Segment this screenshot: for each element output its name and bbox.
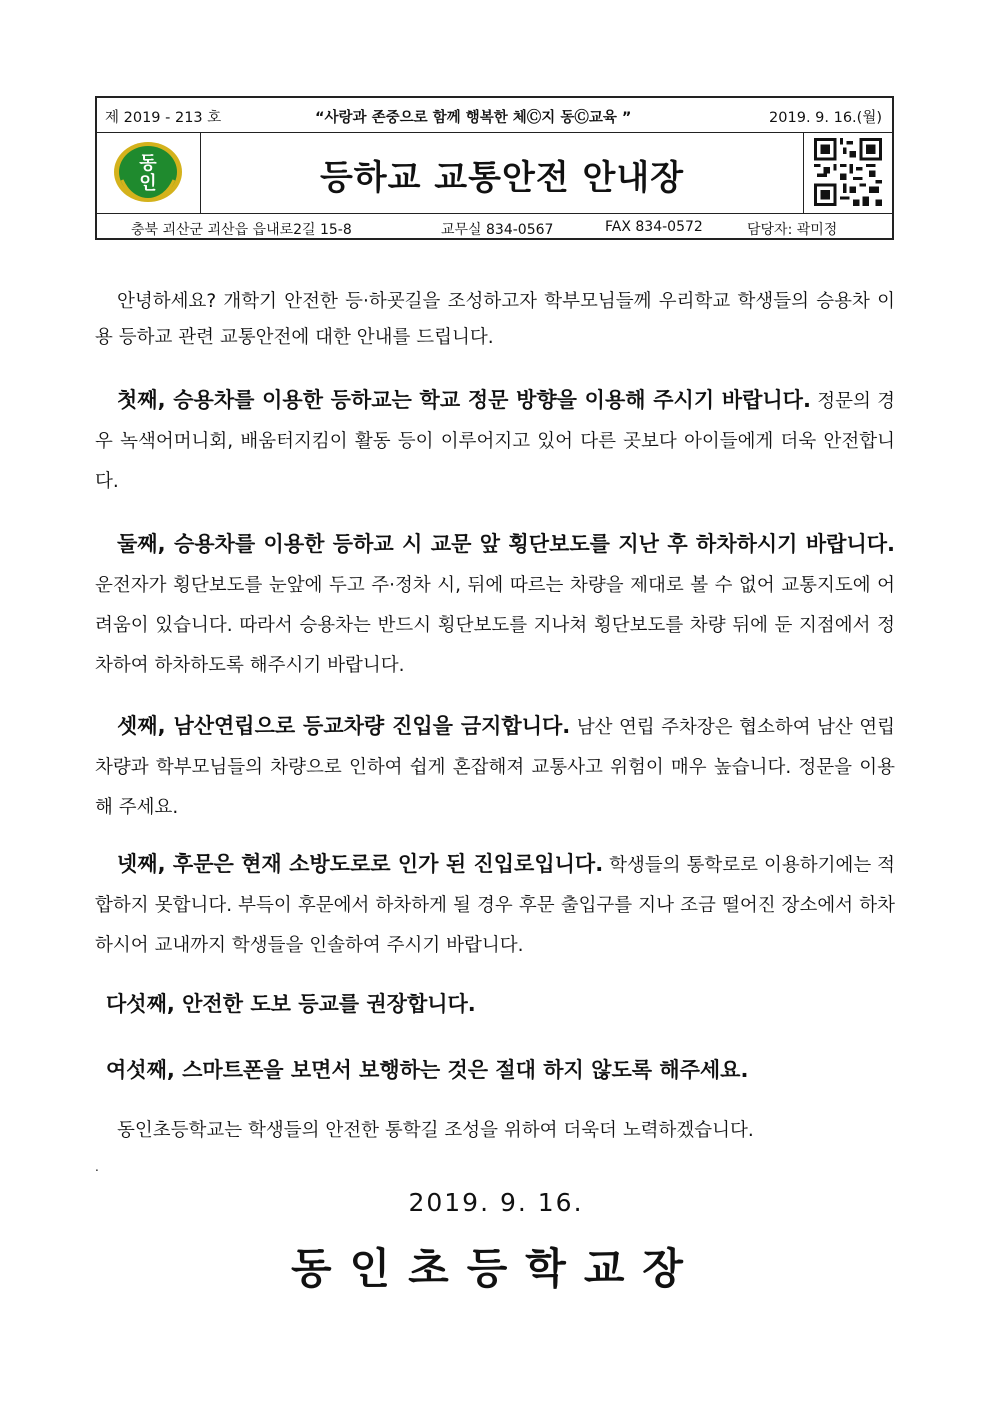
document-date: 2019. 9. 16.(월) — [769, 110, 882, 126]
logo-text-top: 동 — [139, 153, 157, 174]
principal-signature: 동인초등학교장 — [290, 1244, 701, 1293]
closing-sentence: 동인초등학교는 학생들의 안전한 통학길 조성을 위하여 더욱더 노력하겠습니다. — [117, 1120, 754, 1141]
item-3-paragraph — [95, 706, 895, 828]
document-title: 등하교 교통안전 안내장 — [319, 158, 685, 198]
item-1-heading: 첫째, 승용차를 이용한 등하교는 학교 정문 방향을 이용해 주시기 바랍니다. — [117, 388, 811, 412]
school-logo-icon — [110, 140, 186, 204]
intro-paragraph: 안녕하세요? 개학기 안전한 등·하굣길을 조성하고자 학부모님들께 우리학교 학생들의 승용차 이용 등하교 관련 교통안전에 대한 안내를 드립니다. — [95, 291, 895, 348]
item-2-text: 운전자가 횡단보도를 눈앞에 두고 주·정차 시, 뒤에 따르는 차량을 제대로 볼 수 없어 교통지도에 어려움이 있습니다. 따라서 승용차는 반드시 횡단보도를 지나쳐 횡단보도를 차량 뒤에 둔 지점에서 정차하여 하차하도록 해주시기 바랍니다. — [95, 575, 895, 676]
item-5-line: 다섯째, 안전한 도보 등교를 권장합니다. — [106, 992, 476, 1016]
office-phone: 교무실 834-0567 — [441, 222, 554, 238]
item-4-heading: 넷째, 후문은 현재 소방도로로 인가 된 진입로입니다. — [117, 852, 604, 876]
item-3-heading: 셋째, 남산연립으로 등교차량 진입을 금지합니다. — [117, 714, 571, 738]
letterhead-title-row — [97, 132, 892, 214]
fax-number: FAX 834-0572 — [605, 219, 703, 235]
item-2-heading: 둘째, 승용차를 이용한 등하교 시 교문 앞 횡단보도를 지난 후 하차하시기 바랍니다. — [117, 532, 895, 556]
document-number: 제 2019 - 213 호 — [105, 110, 222, 126]
item-1-text: 정문의 경우 녹색어머니회, 배움터지킴이 활동 등이 이루어지고 있어 다른 곳보다 아이들에게 더욱 안전합니다. — [95, 391, 895, 492]
school-slogan: “사랑과 존중으로 함께 행복한 체Ⓒ지 동Ⓒ교육 ” — [315, 110, 632, 126]
school-address: 충북 괴산군 괴산읍 읍내로2길 15-8 — [131, 222, 352, 238]
item-6-line: 여섯째, 스마트폰을 보면서 보행하는 것은 절대 하지 않도록 해주세요. — [106, 1058, 749, 1082]
letterhead-top-row — [97, 98, 892, 133]
item-4-paragraph — [95, 844, 895, 966]
letterhead — [95, 96, 894, 240]
signature-date: 2019. 9. 16. — [408, 1188, 584, 1217]
stray-dot: . — [95, 1160, 99, 1174]
logo-text-bottom: 인 — [139, 173, 157, 194]
item-3-text: 남산 연립 주차장은 협소하여 남산 연립 차량과 학부모님들의 차량으로 인하여 쉽게 혼잡해져 교통사고 위험이 매우 높습니다. 정문을 이용해 주세요. — [95, 717, 895, 818]
qr-code-icon[interactable] — [814, 138, 882, 206]
logo-cell — [97, 132, 201, 213]
qr-cell — [803, 132, 892, 213]
letterhead-contact-row — [97, 214, 892, 240]
item-2-paragraph — [95, 524, 895, 686]
contact-person: 담당자: 곽미정 — [747, 222, 838, 238]
item-1-paragraph — [95, 380, 895, 502]
item-4-text: 학생들의 통학로로 이용하기에는 적합하지 못합니다. 부득이 후문에서 하차하게 될 경우 후문 출입구를 지나 조금 떨어진 장소에서 하차하시어 교내까지 학생들을 인솔하여 주시기 바랍니다. — [95, 855, 896, 956]
